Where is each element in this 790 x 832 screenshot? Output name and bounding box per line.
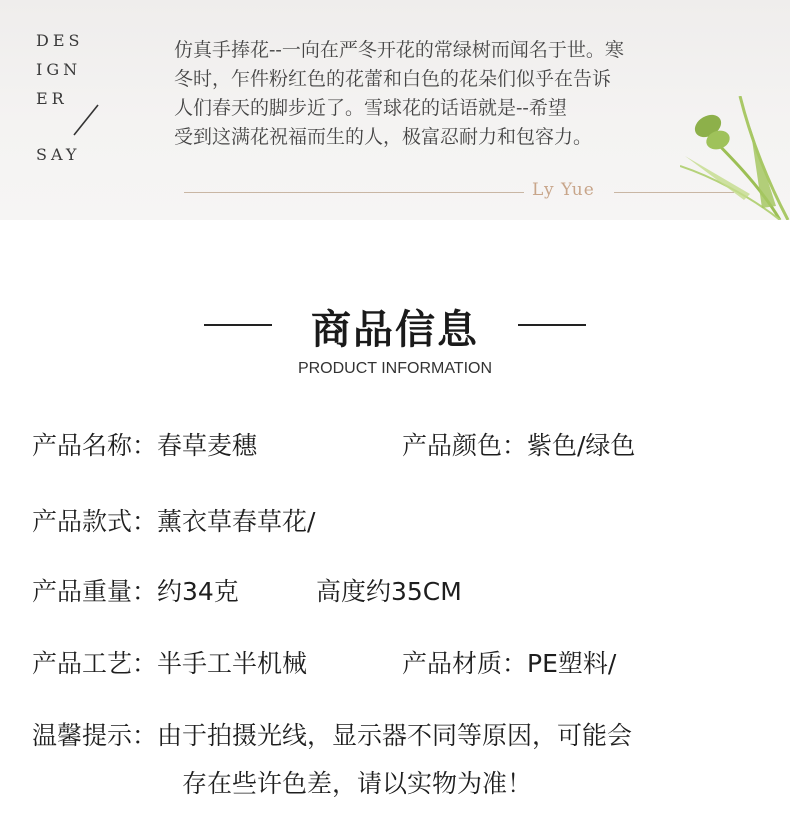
info-row	[32, 644, 617, 680]
info-row	[32, 716, 632, 752]
designer-line: ER	[36, 89, 68, 108]
signature-rule-left	[184, 192, 524, 193]
poem-text	[174, 36, 764, 152]
product-weight: 产品重量：约34克	[32, 577, 239, 606]
product-height: 高度约35CM	[316, 577, 462, 606]
product-style: 产品款式：薰衣草春草花/	[32, 507, 316, 536]
poem-line: 冬时，乍件粉红色的花蕾和白色的花朵们似乎在告诉	[174, 68, 612, 90]
designer-line: DES	[36, 31, 84, 50]
designer-line: IGN	[36, 60, 82, 79]
info-row	[32, 572, 462, 608]
product-craft: 产品工艺：半手工半机械	[32, 649, 308, 678]
product-name: 产品名称：春草麦穗	[32, 431, 258, 460]
info-row	[32, 502, 315, 538]
poem-line: 受到这满花祝福而生的人，极富忍耐力和包容力。	[174, 126, 593, 148]
section-title: 商品信息	[311, 306, 479, 353]
tip-line-1: 温馨提示：由于拍摄光线，显示器不同等原因，可能会	[32, 721, 633, 750]
designer-say-banner	[0, 0, 790, 220]
product-color: 产品颜色：紫色/绿色	[402, 431, 636, 460]
section-header	[0, 290, 790, 390]
section-subtitle: PRODUCT INFORMATION	[297, 360, 493, 377]
tip-line-2: 存在些许色差，请以实物为准！	[182, 769, 533, 798]
signature: Ly Yue	[532, 180, 595, 200]
slash-divider	[72, 103, 100, 137]
title-rule-right	[518, 324, 586, 326]
poem-line: 人们春天的脚步近了。雪球花的话语就是--希望	[174, 97, 567, 119]
designer-say-word: SAY	[36, 145, 81, 164]
designer-say-logo	[36, 26, 83, 169]
info-row	[32, 426, 636, 462]
poem-line: 仿真手捧花--一向在严冬开花的常绿树而闻名于世。寒	[174, 39, 624, 61]
flower-bud-illustration	[680, 96, 790, 220]
product-material: 产品材质：PE塑料/	[402, 649, 617, 678]
